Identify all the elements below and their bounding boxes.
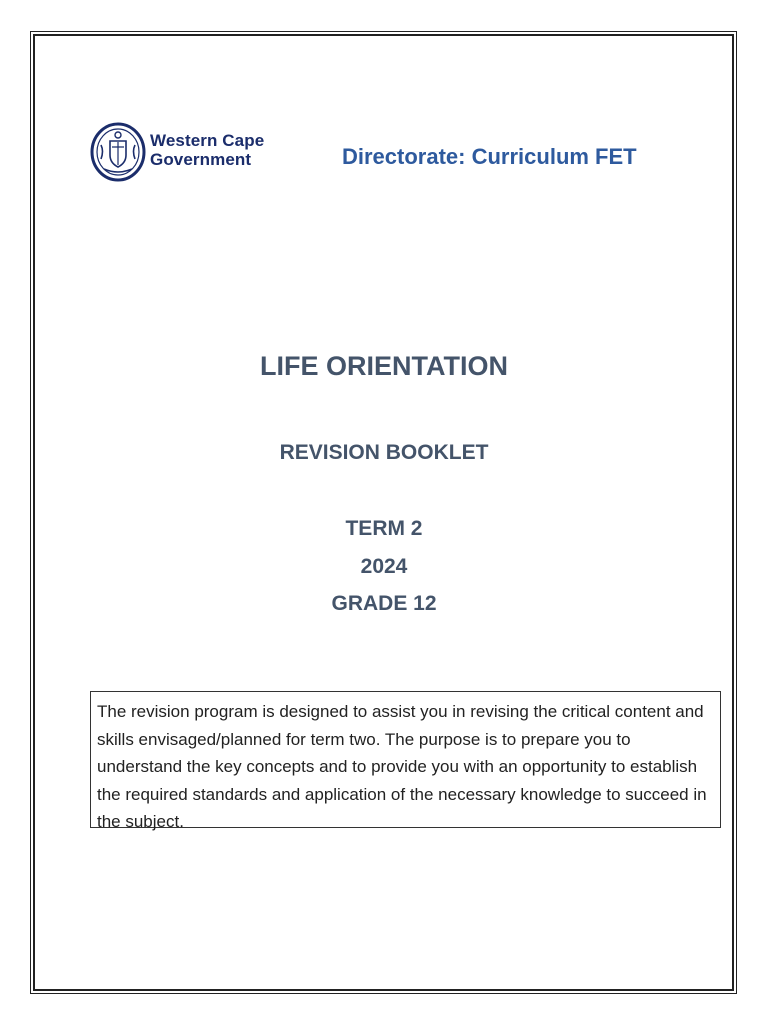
western-cape-logo (90, 121, 290, 183)
grade-label: GRADE 12 (331, 592, 437, 615)
intro-paragraph: The revision program is designed to assist you in revising the critical content and skills envisaged/planned for term two. The purpose is to prepare you to understand the key concepts and to provide you with an opportunity to establish the required standards and application of the necessary knowledge to succeed in the subject. (97, 702, 707, 831)
subject-title: LIFE ORIENTATION (260, 351, 508, 381)
intro-text-box (90, 691, 721, 831)
term-label: TERM 2 (345, 517, 423, 540)
booklet-title: REVISION BOOKLET (279, 441, 489, 464)
directorate-heading: Directorate: Curriculum FET (342, 144, 637, 169)
year-label: 2024 (360, 555, 408, 578)
logo-text-line1: Western Cape (150, 131, 265, 150)
logo-text-line2: Government (150, 150, 252, 169)
coat-of-arms-icon (90, 121, 148, 183)
